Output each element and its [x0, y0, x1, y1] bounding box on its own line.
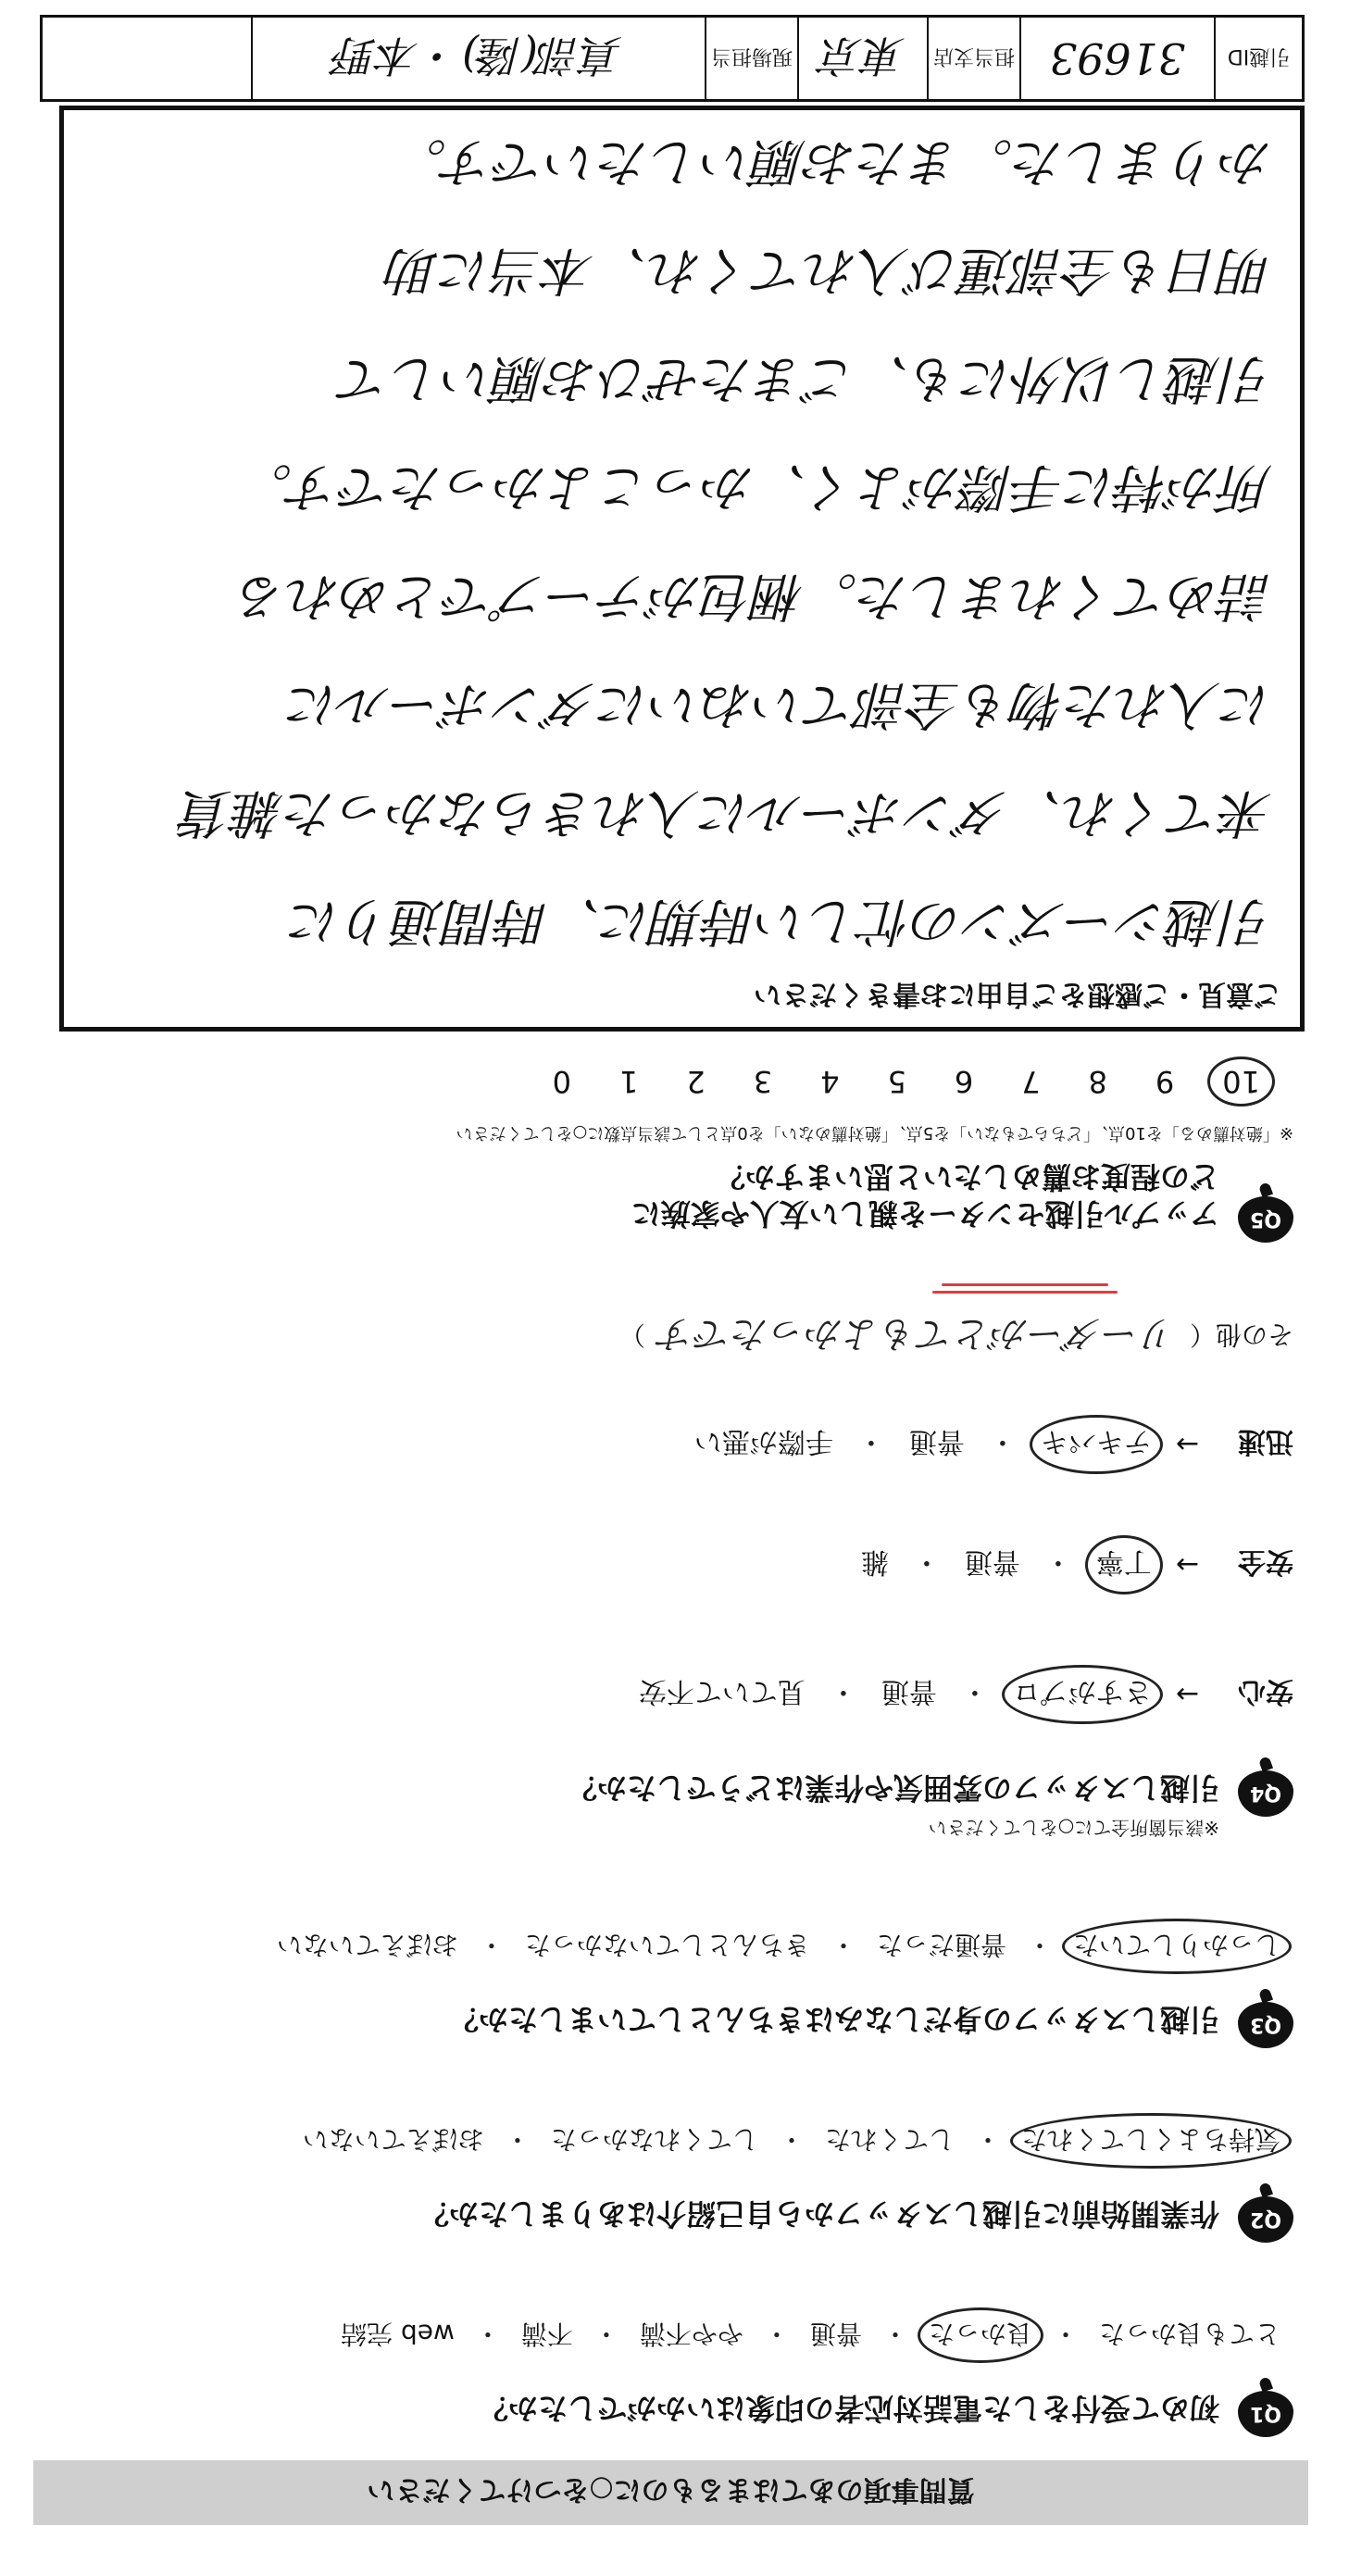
- footer-table: [40, 15, 1305, 102]
- score[interactable]: 2: [686, 1064, 706, 1099]
- comment-line: 来てくれ、ダンボールに入れきらなかった雑貨: [181, 782, 1272, 843]
- q-badge: Q3: [1238, 2002, 1293, 2048]
- score[interactable]: 8: [1088, 1064, 1107, 1099]
- score[interactable]: 6: [954, 1064, 974, 1099]
- option[interactable]: web 完結: [341, 2319, 455, 2349]
- option[interactable]: してくれなかった: [550, 2124, 758, 2155]
- leader-value[interactable]: 真部(隆)・本野: [251, 18, 705, 99]
- leader-label: 現場担当: [705, 18, 797, 99]
- criterion-jinsoku: 迅速 → テキパキ ・ 普通 ・ 手際が悪い: [691, 1424, 1293, 1465]
- option[interactable]: とても良かった: [1098, 2319, 1280, 2349]
- q-badge: Q2: [1238, 2196, 1293, 2243]
- option[interactable]: 普通: [881, 1675, 937, 1707]
- option[interactable]: おぼえていない: [302, 2124, 484, 2155]
- option[interactable]: やや不満: [639, 2319, 743, 2349]
- question-text: 引越しスタッフの雰囲気や作業はどうでしたか？: [567, 1770, 1219, 1806]
- score[interactable]: 5: [887, 1064, 906, 1099]
- q-badge: Q4: [1238, 1770, 1293, 1817]
- option[interactable]: きちんとしていなかった: [524, 1930, 810, 1960]
- branch-value[interactable]: 東京: [797, 18, 927, 99]
- option-selected[interactable]: テキパキ: [1037, 1424, 1155, 1465]
- other-field: [619, 1310, 1293, 1363]
- question-text: 初めて受付をした電話対応者の印象はいかがでしたか？: [478, 2391, 1219, 2426]
- score[interactable]: 1: [619, 1064, 639, 1099]
- option-selected[interactable]: 丁寧: [1093, 1544, 1155, 1585]
- arrow-icon: →: [1175, 1678, 1199, 1711]
- id-value[interactable]: 31693: [1019, 18, 1214, 99]
- option[interactable]: 普通: [964, 1545, 1020, 1578]
- branch-label: 担当支店: [927, 18, 1019, 99]
- score[interactable]: 3: [753, 1064, 773, 1099]
- option[interactable]: 普通だった: [876, 1930, 1006, 1960]
- comment-line: に入れた物も全部ていねいにダンボールに: [287, 673, 1272, 734]
- comment-box: [59, 106, 1305, 1032]
- option-selected[interactable]: しっかりしていた: [1069, 1928, 1284, 1965]
- score[interactable]: 9: [1155, 1064, 1175, 1099]
- answer-options: しっかりしていた ・ 普通だった ・ きちんとしていなかった ・ おぼえていない: [273, 1928, 1284, 1965]
- other-close: ）: [618, 1319, 645, 1351]
- instruction-band: 質問事項のあてはまるものに○をつけてください: [33, 2460, 1308, 2525]
- option[interactable]: 手際が悪い: [693, 1425, 833, 1457]
- option[interactable]: おぼえていない: [276, 1930, 458, 1960]
- other-label: その他（: [1189, 1319, 1293, 1351]
- other-handwritten-value[interactable]: リーダーがとてもよかったです: [657, 1312, 1177, 1355]
- criterion-anshin: 安心 → さすがプロ ・ 普通 ・ 見ていて不安: [635, 1674, 1293, 1715]
- id-label: 引越ID: [1214, 18, 1302, 99]
- option[interactable]: 不満: [520, 2319, 573, 2349]
- question-note: ※「絶対薦める」を10点、「どちらでもない」を5点、「絶対薦めない」を0点として該当点数に○をしてください: [456, 1123, 1293, 1143]
- criterion-label: 安心: [1238, 1675, 1293, 1707]
- comment-text[interactable]: [92, 129, 1272, 962]
- score-selected[interactable]: 10: [1217, 1064, 1266, 1099]
- criterion-anzen: 安全 → 丁寧 ・ 普通 ・ 雑: [857, 1544, 1293, 1585]
- question-text: 引越しスタッフの身だしなみはきちんとしていましたか？: [448, 2002, 1219, 2037]
- comment-line: 引越シーズンの忙しい時期に、時間通りに: [289, 891, 1272, 951]
- option[interactable]: してくれた: [824, 2124, 955, 2155]
- question-text-2: どの程度お薦めしたいと思いますか？: [715, 1159, 1219, 1194]
- arrow-icon: →: [1175, 1548, 1199, 1582]
- red-underline: [932, 1291, 1118, 1294]
- q-badge: Q5: [1238, 1196, 1293, 1243]
- option[interactable]: 普通: [908, 1425, 965, 1457]
- comment-line: 所が特に手際がよく、かっこよかったです。: [240, 456, 1272, 518]
- score[interactable]: 4: [820, 1064, 840, 1099]
- option[interactable]: 普通: [809, 2319, 862, 2349]
- option[interactable]: 見ていて不安: [638, 1675, 806, 1707]
- question-text: 作業開始前に引越しスタッフから自己紹介はありましたか？: [418, 2196, 1219, 2232]
- option-selected[interactable]: 気持ちよくしてくれた: [1018, 2122, 1284, 2159]
- question-note: ※該当箇所全てに○をしてください: [928, 1817, 1219, 1839]
- comment-line: かりました。またお願いしたいです。: [394, 131, 1272, 193]
- score[interactable]: 0: [552, 1064, 572, 1099]
- answer-options: 気持ちよくしてくれた ・ してくれた ・ してくれなかった ・ おぼえていない: [299, 2122, 1284, 2159]
- score[interactable]: 7: [1021, 1064, 1041, 1099]
- red-underline: [942, 1283, 1108, 1286]
- comment-line: 明日も全部運び入れてくれ、本当に助: [387, 240, 1272, 301]
- option[interactable]: 雑: [860, 1545, 889, 1578]
- footer-blank: [43, 18, 251, 99]
- option-selected[interactable]: 良かった: [925, 2317, 1036, 2354]
- score-scale: [547, 1064, 1266, 1099]
- comment-line: 詰めてくれました。梱包がテープでとめれる: [236, 565, 1272, 626]
- answer-options: とても良かった ・ 良かった ・ 普通 ・ やや不満 ・ 不満 ・ web 完結: [337, 2317, 1284, 2354]
- comment-line: 引越し以外にも、ごまたぜひお願いして: [339, 348, 1272, 409]
- criterion-label: 迅速: [1238, 1425, 1293, 1457]
- criterion-label: 安全: [1238, 1545, 1293, 1578]
- comment-title: ご意見・ご感想をご自由にお書きください: [754, 978, 1281, 1010]
- q-badge: Q1: [1238, 2391, 1293, 2437]
- option-selected[interactable]: さすがプロ: [1009, 1674, 1155, 1715]
- question-text: アップル引越センターを親しい友人や家族に: [631, 1196, 1219, 1232]
- arrow-icon: →: [1175, 1428, 1199, 1461]
